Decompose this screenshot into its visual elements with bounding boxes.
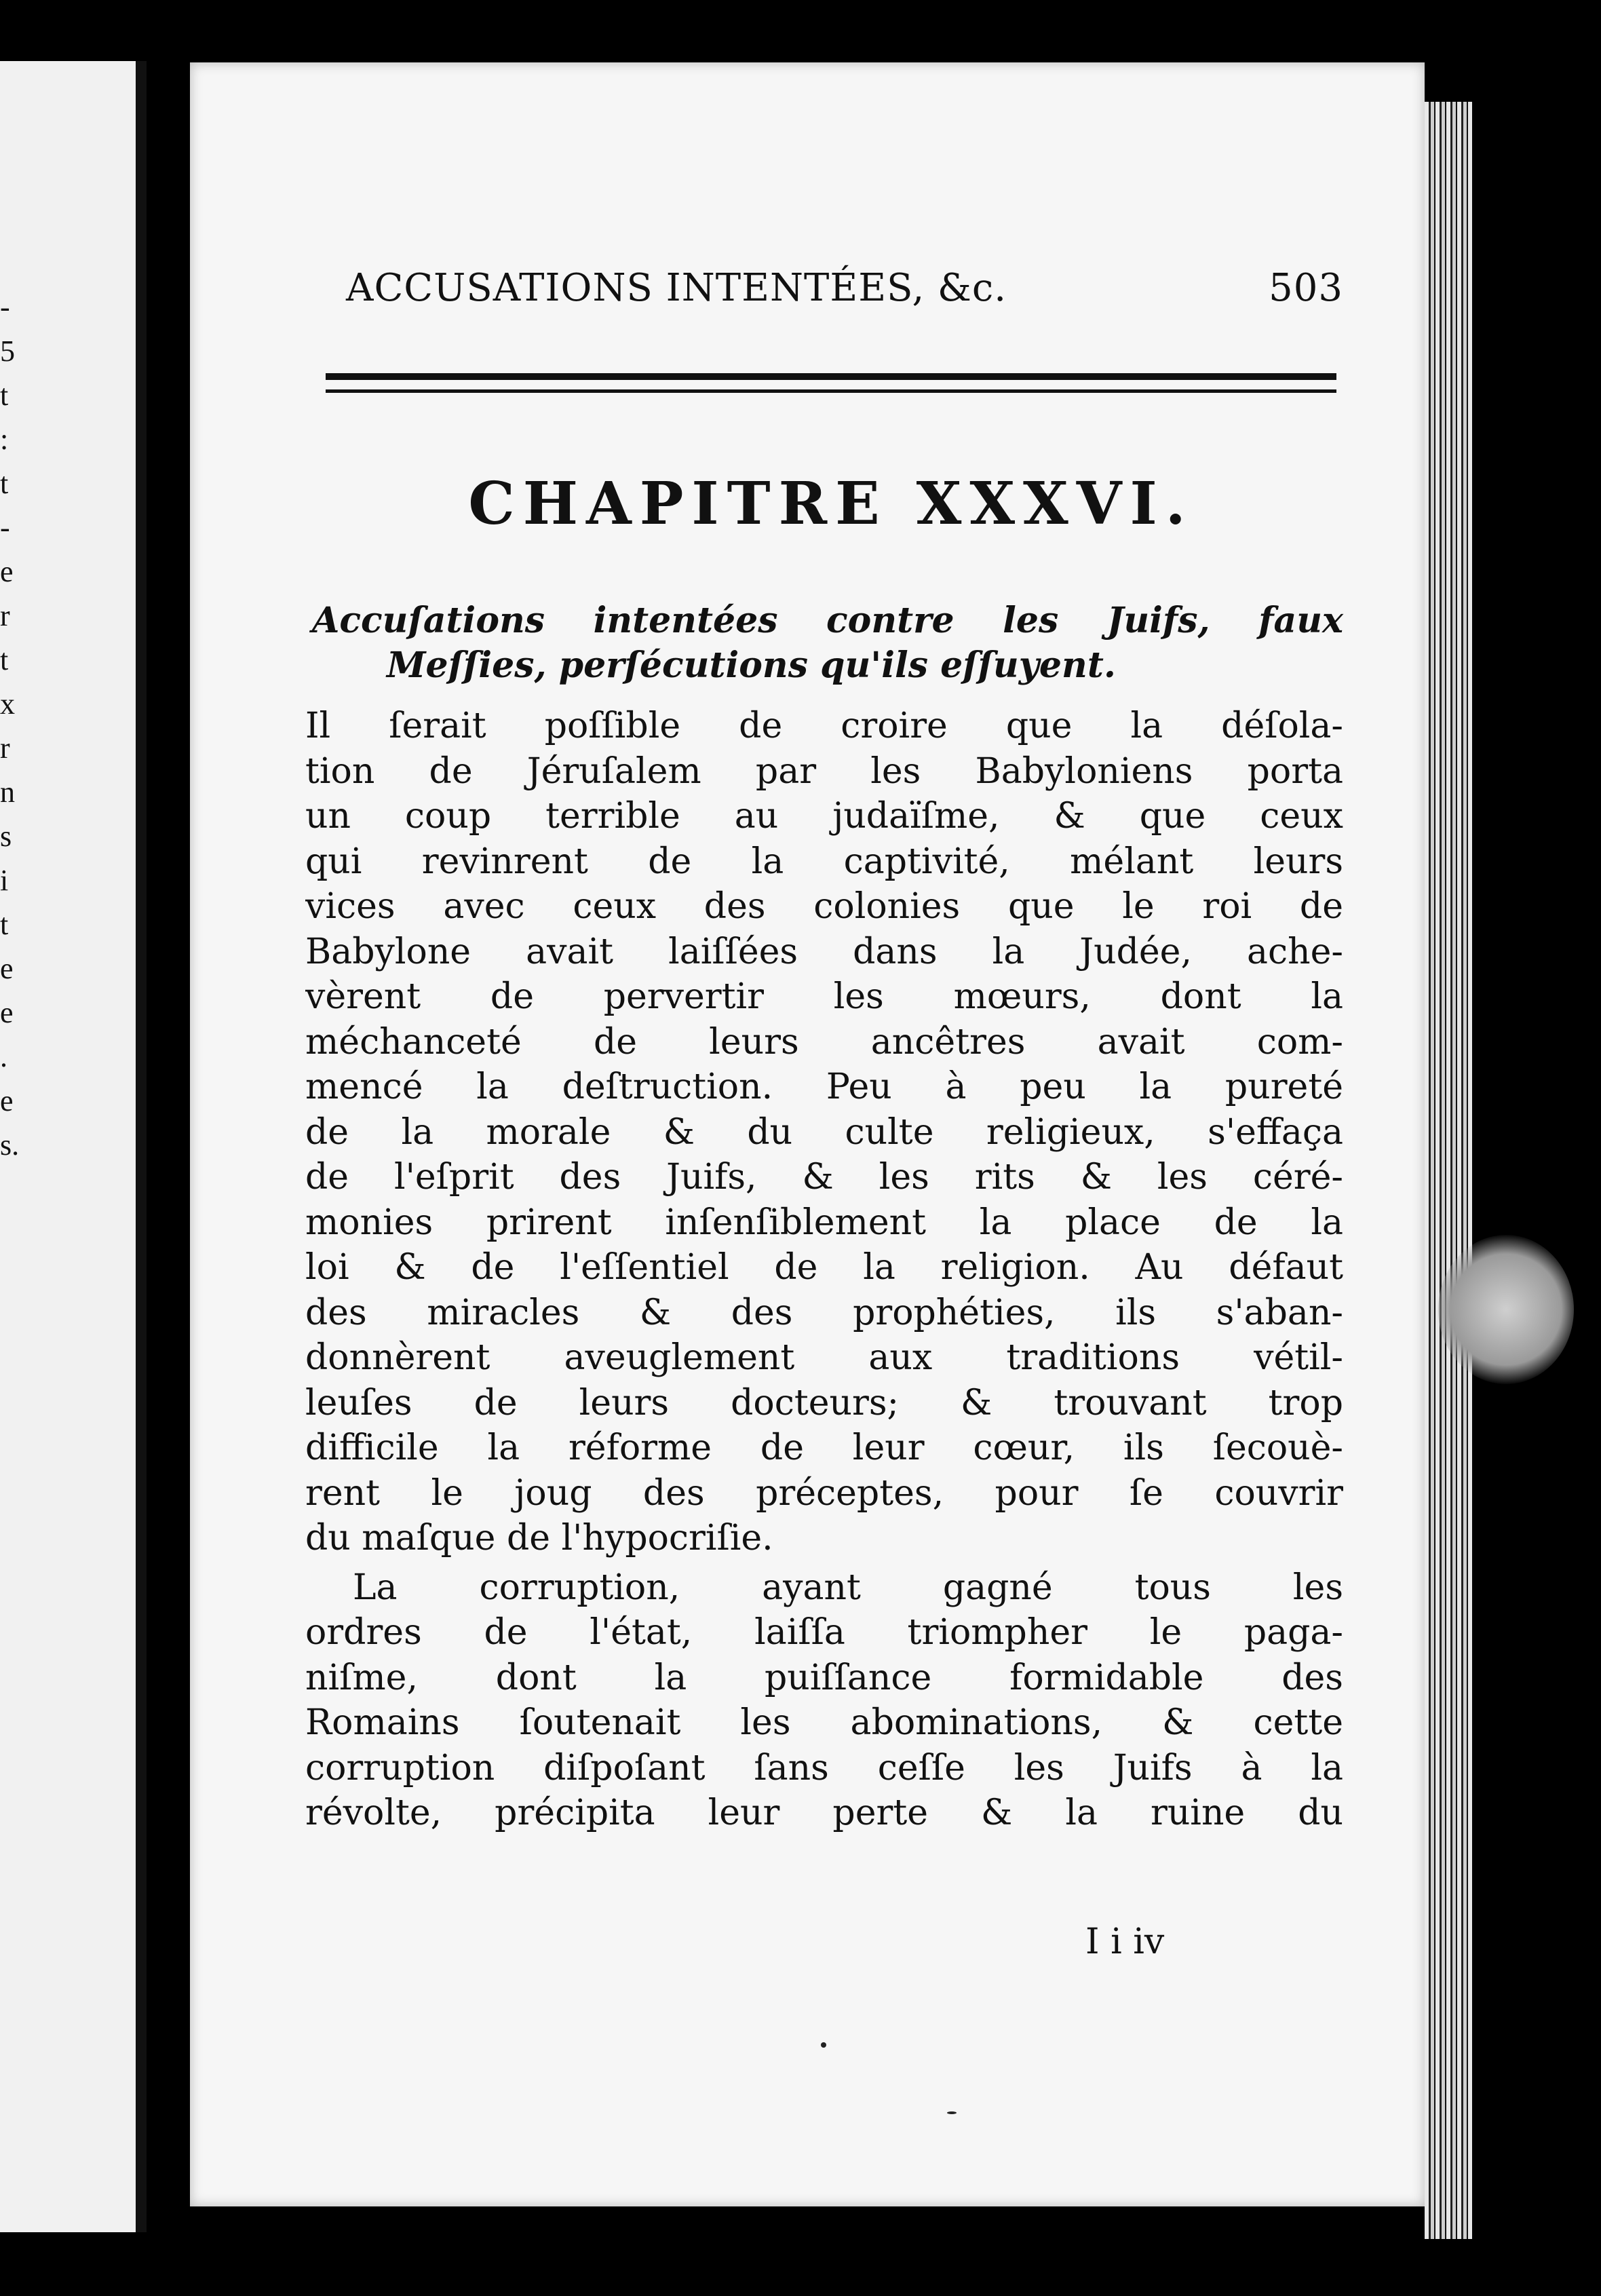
text-line: monies prirent inſenſiblement la place de la <box>305 1202 1343 1243</box>
chapter-title: CHAPITRE XXXVI. <box>468 470 1194 538</box>
margin-letter: x <box>0 687 15 721</box>
summary-line: Accuſations intentées contre les Juifs, faux <box>312 600 1343 641</box>
margin-letter: . <box>0 1040 7 1073</box>
paragraph <box>305 704 1343 1561</box>
ink-speck <box>947 2111 957 2114</box>
margin-letter: e <box>0 1084 14 1117</box>
text-line: des miracles & des prophéties, ils s'aban- <box>305 1292 1343 1333</box>
text-line: loi & de l'eſſentiel de la religion. Au défaut <box>305 1247 1343 1288</box>
text-line: révolte, précipita leur perte & la ruine du <box>305 1793 1343 1833</box>
text-line: Babylone avait laiſſées dans la Judée, ache- <box>305 931 1343 972</box>
text-line: donnèrent aveuglement aux traditions vétil- <box>305 1337 1343 1378</box>
text-line: ordres de l'état, laiſſa triompher le paga- <box>305 1612 1343 1653</box>
margin-letter: e <box>0 996 14 1029</box>
text-line: de la morale & du culte religieux, s'effaça <box>305 1111 1343 1153</box>
text-line: du maſque de l'hypocriſie. <box>305 1518 773 1558</box>
margin-letter: - <box>0 511 10 544</box>
text-line: mencé la deſtruction. Peu à peu la pureté <box>305 1067 1343 1107</box>
margin-letter: r <box>0 599 10 632</box>
margin-letter: e <box>0 952 14 985</box>
text-line: Romains ſoutenait les abominations, & cette <box>305 1702 1343 1743</box>
running-title: ACCUSATIONS INTENTÉES, &c. <box>346 266 1007 310</box>
margin-letter: t <box>0 908 9 941</box>
chapter-summary <box>312 598 1343 688</box>
page-number: 503 <box>1269 266 1343 310</box>
body-text <box>305 704 1343 1836</box>
margin-letter: n <box>0 776 15 809</box>
text-line: La corruption, ayant gagné tous les <box>353 1567 1343 1608</box>
text-line: tion de Jéruſalem par les Babyloniens porta <box>305 750 1343 792</box>
margin-letter: t <box>0 467 9 500</box>
text-line: vices avec ceux des colonies que le roi de <box>305 886 1343 927</box>
margin-letter: 5 <box>0 334 15 368</box>
facing-page-edge <box>0 61 147 2232</box>
page-smudge <box>1438 1235 1574 1384</box>
margin-letter: t <box>0 643 9 676</box>
book-page-edges <box>1425 102 1472 2239</box>
facing-page-margin-letters <box>0 285 20 1167</box>
text-line: difficile la réforme de leur cœur, ils ſecouè- <box>305 1428 1343 1468</box>
margin-letter: e <box>0 555 14 588</box>
text-line: méchanceté de leurs ancêtres avait com- <box>305 1021 1343 1063</box>
text-line: Il ſerait poſſible de croire que la déſola- <box>305 706 1343 746</box>
text-line: qui revinrent de la captivité, mélant leurs <box>305 841 1343 882</box>
margin-letter: r <box>0 731 10 765</box>
running-header <box>346 266 1343 320</box>
margin-letter: i <box>0 864 9 897</box>
paragraph <box>305 1565 1343 1836</box>
signature-mark: I i iv <box>1085 1921 1165 1962</box>
margin-letter: : <box>0 423 9 456</box>
text-line: de l'eſprit des Juifs, & les rits & les céré- <box>305 1157 1343 1198</box>
margin-letter: t <box>0 379 9 412</box>
text-line: un coup terrible au judaïſme, & que ceux <box>305 796 1343 837</box>
header-rule-thin <box>326 389 1336 393</box>
text-line: corruption diſpoſant ſans ceſſe les Juifs à la <box>305 1747 1343 1788</box>
text-line: rent le joug des préceptes, pour ſe couvrir <box>305 1472 1343 1514</box>
ink-speck <box>821 2042 826 2048</box>
text-line: leuſes de leurs docteurs; & trouvant trop <box>305 1382 1343 1423</box>
margin-letter: s <box>0 820 12 853</box>
summary-line: Meſſies, perſécutions qu'ils eſſuyent. <box>387 645 1116 686</box>
text-line: niſme, dont la puiſſance formidable des <box>305 1657 1343 1698</box>
margin-letter: s. <box>0 1128 20 1162</box>
text-line: vèrent de pervertir les mœurs, dont la <box>305 976 1343 1017</box>
header-rule-thick <box>326 373 1336 380</box>
book-page <box>190 62 1425 2206</box>
margin-letter: - <box>0 290 10 324</box>
